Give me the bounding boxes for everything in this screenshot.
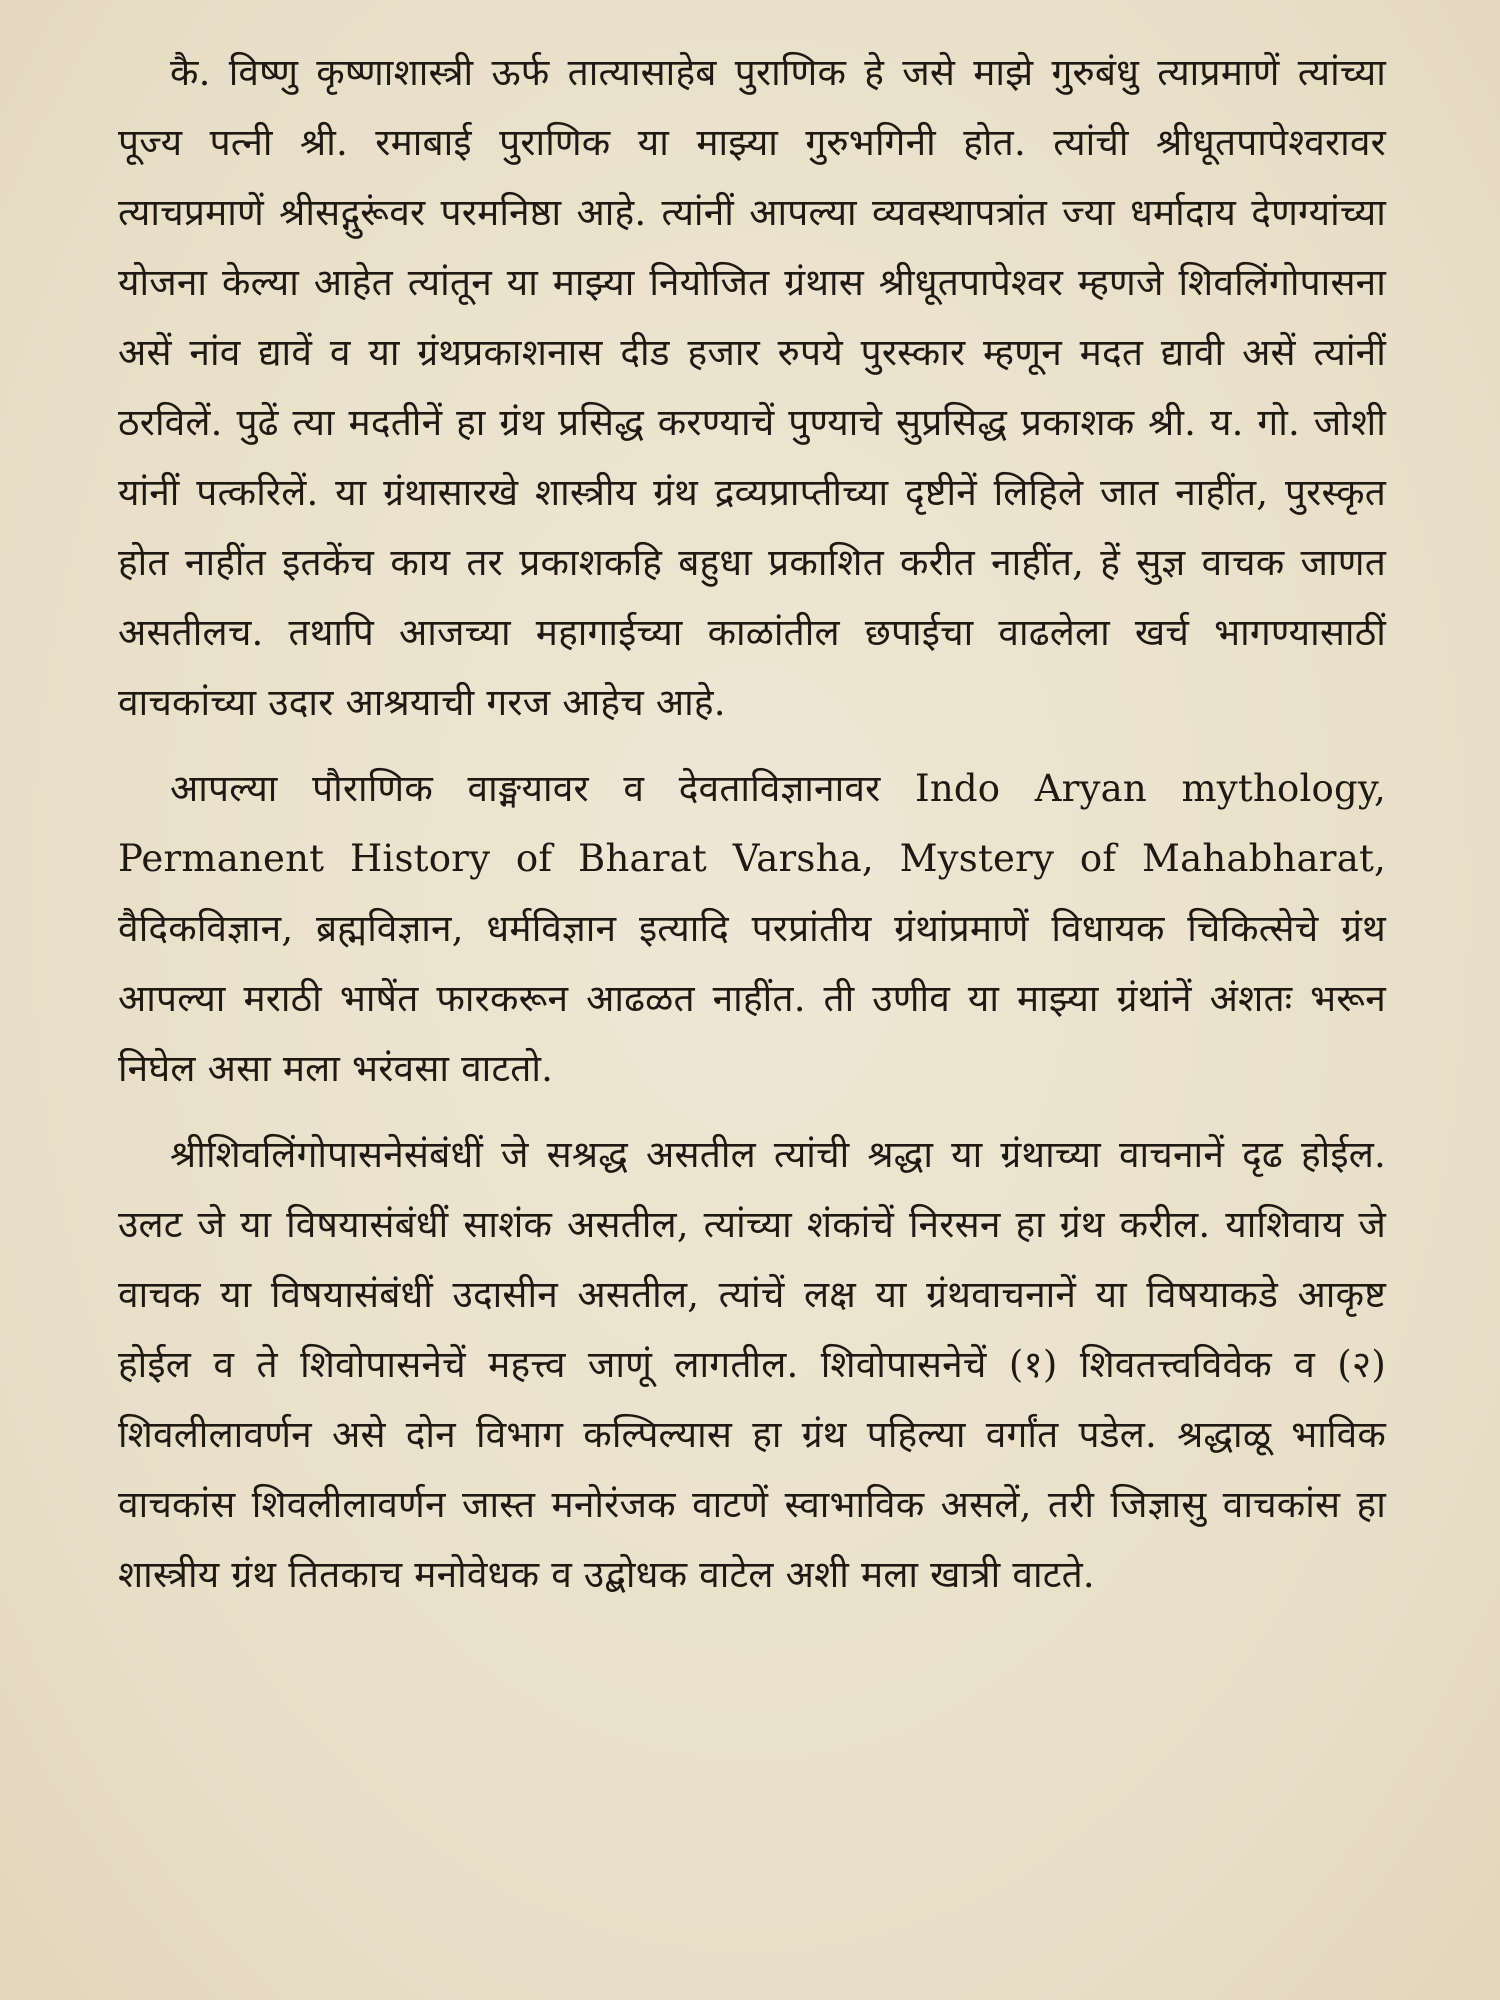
paragraph-puranic-literature: आपल्या पौराणिक वाङ्मयावर व देवताविज्ञानावर Indo Aryan mythology, Permanent History of Bharat Varsha, Mystery of Mahabharat, वैदिकविज्ञान, ब्रह्मविज्ञान, धर्मविज्ञान इत्यादि परप्रांतीय ग्रंथांप्रमाणें विधायक चिकित्सेचे ग्रंथ आपल्या मराठी भाषेंत फारकरून आढळत नाहींत. ती उणीव या माझ्या ग्रंथांनें अंशतः भरून निघेल असा मला भरंवसा वाटतो.: [118, 767, 1386, 1090]
paragraph-purandik-patronage: कै. विष्णु कृष्णाशास्त्री ऊर्फ तात्यासाहेब पुराणिक हे जसे माझे गुरुबंधु त्याप्रमाणें त्यांच्या पूज्य पत्नी श्री. रमाबाई पुराणिक या माझ्या गुरुभगिनी होत. त्यांची श्रीधूतपापेश्वरावर त्याचप्रमाणें श्रीसद्गुरूंवर परमनिष्ठा आहे. त्यांनीं आपल्या व्यवस्थापत्रांत ज्या धर्मादाय देणग्यांच्या योजना केल्या आहेत त्यांतून या माझ्या नियोजित ग्रंथास श्रीधूतपापेश्वर म्हणजे शिवलिंगोपासना असें नांव द्यावें व या ग्रंथप्रकाशनास दीड हजार रुपये पुरस्कार म्हणून मदत द्यावी असें त्यांनीं ठरविलें. पुढें त्या मदतीनें हा ग्रंथ प्रसिद्ध करण्याचें पुण्याचे सुप्रसिद्ध प्रकाशक श्री. य. गो. जोशी यांनीं पत्करिलें. या ग्रंथासारखे शास्त्रीय ग्रंथ द्रव्यप्राप्तीच्या दृष्टीनें लिहिले जात नाहींत, पुरस्कृत होत नाहींत इतकेंच काय तर प्रकाशकहि बहुधा प्रकाशित करीत नाहींत, हें सुज्ञ वाचक जाणत असतीलच. तथापि आजच्या महागाईच्या काळांतील छपाईचा वाढलेला खर्च भागण्यासाठीं वाचकांच्या उदार आश्रयाची गरज आहेच आहे.: [118, 51, 1386, 724]
paragraph-shiva-worship: श्रीशिवलिंगोपासनेसंबंधीं जे सश्रद्ध असतील त्यांची श्रद्धा या ग्रंथाच्या वाचनानें दृढ होईल. उलट जे या विषयासंबंधीं साशंक असतील, त्यांच्या शंकांचें निरसन हा ग्रंथ करील. याशिवाय जे वाचक या विषयासंबंधीं उदासीन असतील, त्यांचें लक्ष या ग्रंथवाचनानें या विषयाकडे आकृष्ट होईल व ते शिवोपासनेचें महत्त्व जाणूं लागतील. शिवोपासनेचें (१) शिवतत्त्वविवेक व (२) शिवलीलावर्णन असे दोन विभाग कल्पिल्यास हा ग्रंथ पहिल्या वर्गांत पडेल. श्रद्धाळू भाविक वाचकांस शिवलीलावर्णन जास्त मनोरंजक वाटणें स्वाभाविक असलें, तरी जिज्ञासु वाचकांस हा शास्त्रीय ग्रंथ तितकाच मनोवेधक व उद्बोधक वाटेल अशी मला खात्री वाटते.: [118, 1133, 1387, 1596]
page-text-body: [118, 38, 1386, 1610]
